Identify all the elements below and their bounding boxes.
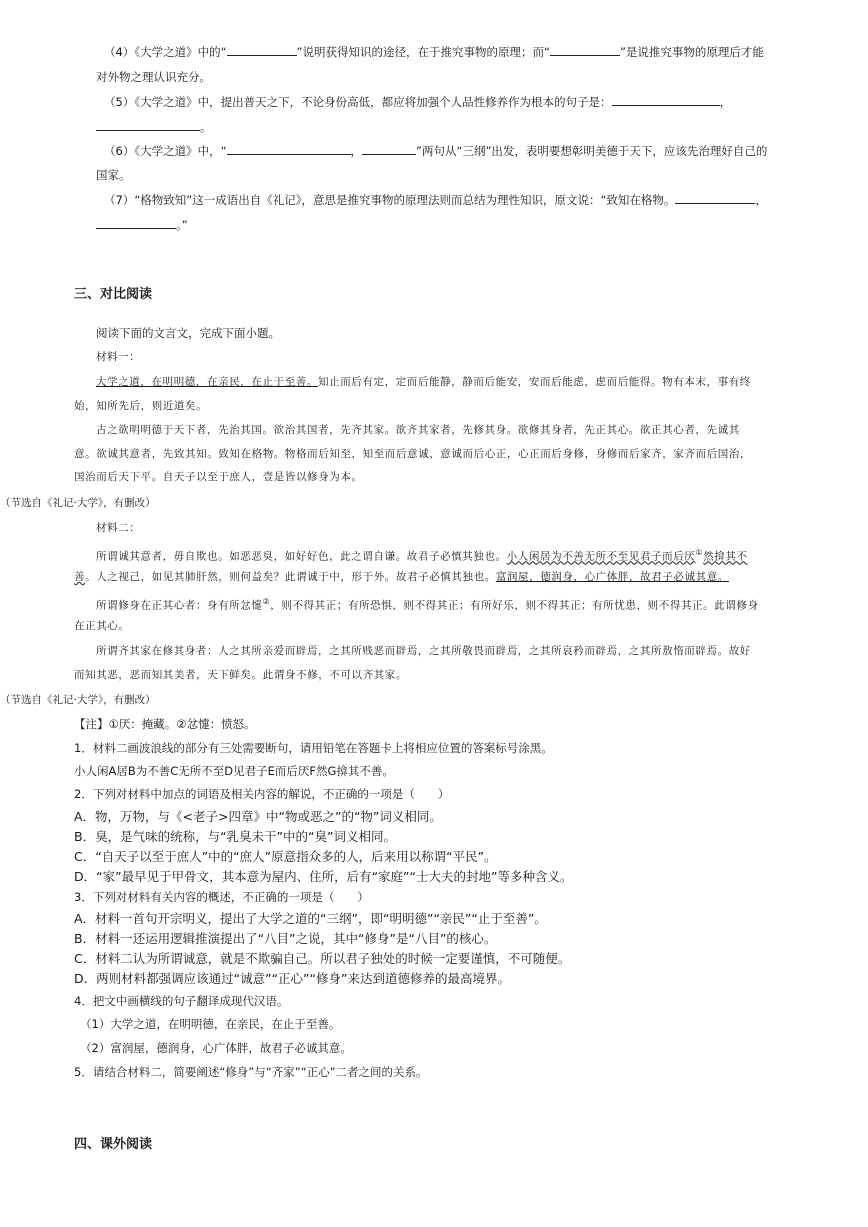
question-4 <box>104 44 764 60</box>
material-1-text: 知止而后有定，定而后能静，静而后能安，安而后能虑，虑而后能得。物有本末，事有终 <box>318 376 751 388</box>
answer-blank[interactable] <box>362 143 416 155</box>
material-1-source: （节选自《礼记·大学》，有删改） <box>0 497 156 509</box>
question-4-cont: 对外物之理认识充分。 <box>96 70 211 84</box>
answer-blank[interactable] <box>227 44 297 56</box>
wavy-sentence: 然揜其不 <box>703 550 748 563</box>
material-2-line <box>96 545 748 565</box>
material-2-text: ，则不得其正；有所恐惧，则不得其正；有所好乐，则不得其正；有所忧患，则不得其正。此谓修身 <box>270 599 759 612</box>
q7-text-c: 。” <box>176 218 188 232</box>
question-7 <box>104 192 767 208</box>
q6-text-c: ”两句从“三纲”出发，表明要想彰明美德于天下，应该先治理好自己的 <box>416 144 768 158</box>
section-3-intro: 阅读下面的文言文，完成下面小题。 <box>96 326 280 340</box>
answer-blank[interactable] <box>675 192 755 204</box>
material-2-line: 在正其心。 <box>74 620 130 632</box>
answer-blank[interactable] <box>550 44 620 56</box>
material-2-text: 所谓诚其意者，毋自欺也。如恶恶臭，如好好色，此之谓自谦。故君子必慎其独也。 <box>96 550 507 563</box>
material-2-label: 材料二： <box>96 522 141 534</box>
question-4-translate: 4．把文中画横线的句子翻译成现代汉语。 <box>74 994 289 1008</box>
underlined-sentence: 大学之道，在明明德，在亲民，在止于至善。 <box>96 376 318 388</box>
q4-text-b: ”说明获得知识的途径，在于推究事物的原理；而“ <box>296 45 550 59</box>
answer-blank[interactable] <box>612 94 720 106</box>
underlined-sentence: 富润屋，德润身，心广体胖，故君子必诚其意。 <box>495 571 729 583</box>
q5-text-c: 。 <box>200 120 212 134</box>
question-1: 1．材料二画波浪线的部分有三处需要断句，请用铅笔在答题卡上将相应位置的答案标号涂黑。 <box>74 741 553 755</box>
material-2-text: 。人之视己，如见其肺肝然，则何益矣？此谓诚于中，形于外。故君子必慎其独也。 <box>85 571 496 583</box>
q6-text-a: （6）《大学之道》中，“ <box>104 144 227 158</box>
material-2-line <box>74 569 729 585</box>
footnote-mark: ② <box>262 597 271 606</box>
option-b[interactable]: B．臭，是气味的统称，与“乳臭未干”中的“臭”词义相同。 <box>74 829 396 844</box>
question-5-essay: 5．请结合材料二，简要阐述“修身”与“齐家”“正心”二者之间的关系。 <box>74 1065 428 1079</box>
material-2-line <box>96 594 759 614</box>
material-1-line: 意。欲诚其意者，先致其知。致知在格物。物格而后知至，知至而后意诚，意诚而后心正，心正而后身修，身修而后家齐，家齐而后国治， <box>74 448 752 460</box>
q7-text-a: （7）“格物致知”这一成语出自《礼记》，意思是推究事物的原理法则而总结为理性知识，原文说：“致知在格物。 <box>104 193 676 207</box>
translate-item-2: （2）富润屋，德润身，心广体胖，故君子必诚其意。 <box>80 1041 352 1055</box>
answer-blank[interactable] <box>96 119 200 131</box>
material-2-line: 所谓齐其家在修其身者：人之其所亲爱而辟焉，之其所贱恶而辟焉，之其所敬畏而辟焉，之其所哀矜而辟焉，之其所敖惰而辟焉。故好 <box>96 645 751 657</box>
question-5-cont <box>96 119 212 135</box>
material-2-line: 而知其恶，恶而知其美者，天下鲜矣。此谓身不修，不可以齐其家。 <box>74 669 407 681</box>
material-1-label: 材料一： <box>96 351 141 363</box>
material-2-text: 所谓修身在正其心者：身有所忿懥 <box>96 599 263 612</box>
q5-text-a: （5）《大学之道》中，提出普天之下，不论身份高低，都应将加强个人品性修养作为根本的句子是： <box>104 95 612 109</box>
q7-text-b: ， <box>755 193 767 207</box>
material-1-line: 始，知所先后，则近道矣。 <box>74 400 208 412</box>
translate-item-1: （1）大学之道，在明明德，在亲民，在止于至善。 <box>80 1017 341 1031</box>
option-c[interactable]: C．材料二认为所谓诚意，就是不欺骗自己。所以君子独处的时候一定要谨慎，不可随便。 <box>74 951 571 966</box>
option-b[interactable]: B．材料一还运用逻辑推演提出了“八目”之说，其中“修身”是“八目”的核心。 <box>74 931 497 946</box>
q4-text-a: （4）《大学之道》中的“ <box>104 45 227 59</box>
question-6 <box>104 143 767 159</box>
option-a[interactable]: A．材料一首句开宗明义，提出了大学之道的“三纲”，即“明明德”“亲民”“止于至善”。 <box>74 911 547 926</box>
wavy-sentence: 善 <box>74 571 86 583</box>
footnote-mark: ① <box>695 548 704 557</box>
section-4-heading: 四、课外阅读 <box>74 1137 153 1152</box>
option-d[interactable]: D．两则材料都强调应该通过“诚意”“正心”“修身”来达到道德修养的最高境界。 <box>74 971 510 986</box>
question-3: 3．下列对材料有关内容的概述，不正确的一项是（ ） <box>74 890 369 904</box>
material-2-source: （节选自《礼记·大学》，有删改） <box>0 694 156 706</box>
question-5 <box>104 94 731 110</box>
question-2: 2．下列对材料中加点的词语及相关内容的解说，不正确的一项是（ ） <box>74 787 450 801</box>
question-7-cont <box>96 217 188 233</box>
q5-text-b: ， <box>719 95 732 109</box>
material-1-line: 国治而后天下平。自天子以至于庶人，壹是皆以修身为本。 <box>74 471 363 483</box>
q6-text-b: ， <box>350 144 363 158</box>
section-3-heading: 三、对比阅读 <box>74 287 153 302</box>
option-d[interactable]: D．“家”最早见于甲骨文，其本意为屋内、住所，后有“家庭”“士大夫的封地”等多种含义。 <box>74 869 573 884</box>
footnote: 【注】①厌：掩藏。②忿懥：愤怒。 <box>74 717 256 731</box>
material-1-line: 古之欲明明德于天下者，先治其国。欲治其国者，先齐其家。欲齐其家者，先修其身。欲修其身者，先正其心。欲正其心者，先诚其 <box>96 424 740 436</box>
wavy-sentence: 小人闲居为不善无所不至见君子而后厌 <box>506 550 696 563</box>
option-a[interactable]: A．物，万物，与《<老子>四章》中“物或恶之”的“物”词义相同。 <box>74 809 442 824</box>
answer-blank[interactable] <box>227 143 351 155</box>
option-c[interactable]: C．“自天子以至于庶人”中的“庶人”原意指众多的人，后来用以称谓“平民”。 <box>74 849 497 864</box>
answer-blank[interactable] <box>96 217 176 229</box>
question-1-line: 小人闲A居B为不善C无所不至D见君子E而后厌F然G揜其不善。 <box>74 764 394 778</box>
question-6-cont: 国家。 <box>96 168 131 182</box>
material-1-line <box>96 374 751 390</box>
q4-text-c: ”是说推究事物的原理后才能 <box>619 45 764 59</box>
